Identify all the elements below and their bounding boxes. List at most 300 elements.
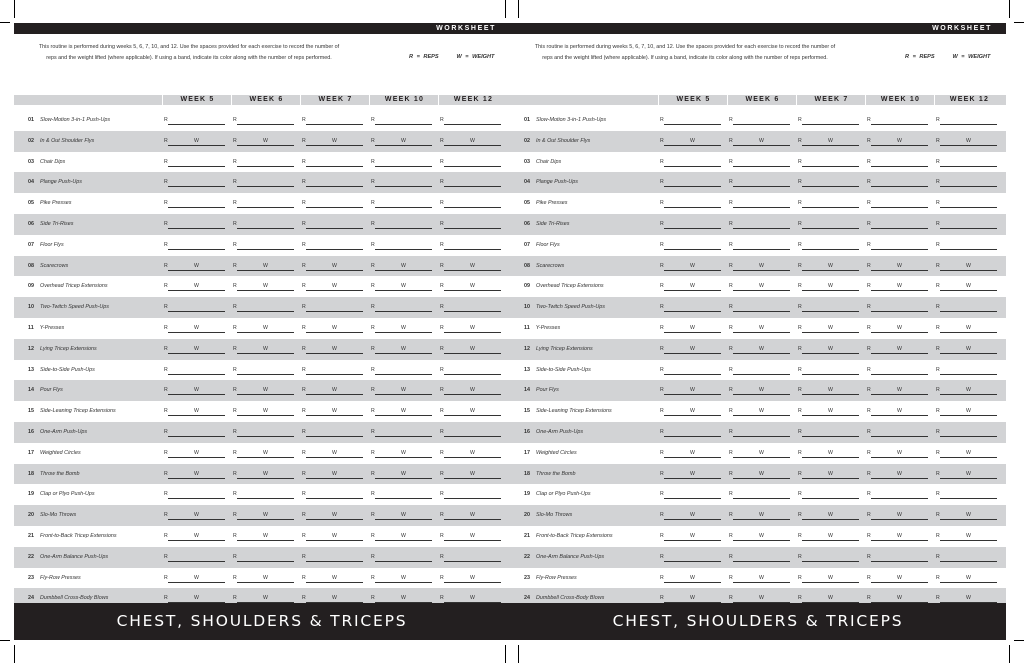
log-cell[interactable]: [867, 221, 928, 229]
write-line: [871, 415, 928, 416]
reps-label: R: [729, 200, 733, 207]
log-cell[interactable]: [371, 242, 432, 250]
log-cell[interactable]: [660, 408, 721, 416]
write-line: [306, 290, 363, 291]
log-cell[interactable]: [729, 179, 790, 187]
log-cell[interactable]: [302, 304, 363, 312]
log-cell[interactable]: [440, 554, 501, 562]
log-cell[interactable]: [660, 346, 721, 354]
log-cell[interactable]: [798, 554, 859, 562]
log-cell[interactable]: [371, 283, 432, 291]
log-cell[interactable]: [302, 450, 363, 458]
log-cell[interactable]: [302, 408, 363, 416]
log-cell[interactable]: [164, 200, 225, 208]
weight-label: W: [828, 283, 833, 290]
log-cell[interactable]: [302, 159, 363, 167]
log-cell[interactable]: [936, 283, 997, 291]
log-cell[interactable]: [371, 491, 432, 499]
log-cell[interactable]: [660, 283, 721, 291]
write-line: [940, 561, 997, 562]
log-cell[interactable]: [302, 346, 363, 354]
log-cell[interactable]: [302, 429, 363, 437]
write-line: [375, 249, 432, 250]
log-cell[interactable]: [302, 491, 363, 499]
log-cell[interactable]: [371, 159, 432, 167]
reps-label: R: [729, 158, 733, 165]
log-cell[interactable]: [798, 179, 859, 187]
log-cell[interactable]: [936, 554, 997, 562]
reps-label: R: [164, 262, 168, 269]
exercise-number: 12: [524, 345, 530, 352]
write-line: [444, 519, 501, 520]
log-cell[interactable]: [302, 138, 363, 146]
log-cell[interactable]: [302, 200, 363, 208]
log-cell[interactable]: [867, 429, 928, 437]
log-cell[interactable]: [936, 138, 997, 146]
log-cell[interactable]: [867, 179, 928, 187]
log-cell[interactable]: [371, 263, 432, 271]
log-cell[interactable]: [798, 159, 859, 167]
log-cell[interactable]: [233, 138, 294, 146]
log-cell[interactable]: [302, 387, 363, 395]
reps-label: R: [233, 429, 237, 435]
log-cell[interactable]: [660, 491, 721, 499]
log-cell[interactable]: [798, 242, 859, 250]
log-cell[interactable]: [440, 533, 501, 541]
log-cell[interactable]: [440, 575, 501, 583]
log-cell[interactable]: [867, 533, 928, 541]
log-cell[interactable]: [729, 491, 790, 499]
log-cell[interactable]: [867, 200, 928, 208]
log-cell[interactable]: [371, 200, 432, 208]
log-cell[interactable]: [164, 429, 225, 437]
weight-label: W: [897, 137, 902, 144]
weight-label: W: [690, 449, 695, 456]
log-cell[interactable]: [164, 450, 225, 458]
log-cell[interactable]: [660, 512, 721, 520]
log-cell[interactable]: [798, 512, 859, 520]
log-cell[interactable]: [729, 346, 790, 354]
log-cell[interactable]: [164, 325, 225, 333]
log-cell[interactable]: [660, 304, 721, 312]
exercise-name: Y-Presses: [535, 325, 561, 331]
log-cell[interactable]: [233, 367, 294, 375]
exercise-name: Weighted Circles: [40, 449, 81, 456]
log-cell[interactable]: [371, 367, 432, 375]
log-cell[interactable]: [729, 283, 790, 291]
log-cell[interactable]: [440, 138, 501, 146]
log-cell[interactable]: [798, 221, 859, 229]
log-cell[interactable]: [867, 346, 928, 354]
log-cell[interactable]: [798, 200, 859, 208]
log-cell[interactable]: [233, 512, 294, 520]
log-cell[interactable]: [164, 221, 225, 229]
log-cell[interactable]: [302, 242, 363, 250]
log-cell[interactable]: [440, 304, 501, 312]
log-cell[interactable]: [371, 554, 432, 562]
log-cell[interactable]: [164, 159, 225, 167]
log-cell[interactable]: [660, 554, 721, 562]
log-cell[interactable]: [302, 554, 363, 562]
log-cell[interactable]: [371, 471, 432, 479]
log-cell[interactable]: [936, 117, 997, 125]
exercise-name: Y-Presses: [39, 325, 65, 331]
log-cell[interactable]: [936, 450, 997, 458]
reps-label: R: [302, 512, 306, 519]
reps-label: R: [867, 408, 871, 415]
log-cell[interactable]: [440, 491, 501, 499]
reps-label: R: [164, 179, 168, 186]
log-cell[interactable]: [798, 367, 859, 375]
legend-reps: R = REPS: [905, 54, 935, 60]
log-cell[interactable]: [729, 263, 790, 271]
log-cell[interactable]: [371, 429, 432, 437]
log-cell[interactable]: [164, 263, 225, 271]
log-cell[interactable]: [302, 575, 363, 583]
log-cell[interactable]: [729, 221, 790, 229]
exercise-row: [14, 464, 510, 485]
log-cell[interactable]: [302, 512, 363, 520]
log-cell[interactable]: [302, 325, 363, 333]
log-cell[interactable]: [164, 575, 225, 583]
log-cell[interactable]: [164, 138, 225, 146]
log-cell[interactable]: [440, 450, 501, 458]
write-line: [871, 311, 928, 312]
write-line: [444, 186, 501, 187]
log-cell[interactable]: [936, 533, 997, 541]
log-cell[interactable]: [440, 408, 501, 416]
write-line: [664, 540, 721, 541]
log-cell[interactable]: [233, 263, 294, 271]
log-cell[interactable]: [233, 491, 294, 499]
log-cell[interactable]: [867, 263, 928, 271]
log-cell[interactable]: [729, 117, 790, 125]
log-cell[interactable]: [164, 512, 225, 520]
log-cell[interactable]: [729, 304, 790, 312]
log-cell[interactable]: [867, 387, 928, 395]
exercise-number: 18: [524, 470, 530, 477]
log-cell[interactable]: [936, 242, 997, 250]
log-cell[interactable]: [233, 159, 294, 167]
log-cell[interactable]: [660, 367, 721, 375]
log-cell[interactable]: [867, 575, 928, 583]
write-line: [306, 478, 363, 479]
log-cell[interactable]: [867, 242, 928, 250]
write-line: [733, 394, 790, 395]
worksheet-label: WORKSHEET: [436, 25, 496, 32]
reps-label: R: [164, 574, 168, 581]
log-cell[interactable]: [440, 429, 501, 437]
write-line: [871, 457, 928, 458]
log-cell[interactable]: [867, 471, 928, 479]
exercise-name: Pike Presses: [536, 200, 568, 207]
log-cell[interactable]: [798, 429, 859, 437]
log-cell[interactable]: [660, 159, 721, 167]
log-cell[interactable]: [371, 533, 432, 541]
log-cell[interactable]: [302, 221, 363, 229]
log-cell[interactable]: [164, 533, 225, 541]
log-cell[interactable]: [164, 554, 225, 562]
log-cell[interactable]: [798, 117, 859, 125]
write-line: [237, 145, 294, 146]
log-cell[interactable]: [302, 283, 363, 291]
log-cell[interactable]: [233, 554, 294, 562]
log-cell[interactable]: [660, 179, 721, 187]
log-cell[interactable]: [660, 575, 721, 583]
log-cell[interactable]: [233, 200, 294, 208]
log-cell[interactable]: [729, 408, 790, 416]
write-line: [871, 207, 928, 208]
log-cell[interactable]: [936, 221, 997, 229]
write-line: [871, 540, 928, 541]
log-cell[interactable]: [660, 450, 721, 458]
log-cell[interactable]: [440, 159, 501, 167]
log-cell[interactable]: [729, 512, 790, 520]
log-cell[interactable]: [936, 512, 997, 520]
log-cell[interactable]: [798, 325, 859, 333]
log-cell[interactable]: [371, 117, 432, 125]
log-cell[interactable]: [440, 263, 501, 271]
log-cell[interactable]: [798, 533, 859, 541]
log-cell[interactable]: [233, 533, 294, 541]
log-cell[interactable]: [660, 387, 721, 395]
weight-label: W: [690, 533, 695, 539]
reps-label: R: [867, 595, 871, 602]
log-cell[interactable]: [729, 450, 790, 458]
log-cell[interactable]: [440, 221, 501, 229]
log-cell[interactable]: [371, 512, 432, 520]
log-cell[interactable]: [660, 200, 721, 208]
log-cell[interactable]: [233, 346, 294, 354]
log-cell[interactable]: [729, 242, 790, 250]
log-cell[interactable]: [798, 491, 859, 499]
log-cell[interactable]: [798, 450, 859, 458]
log-cell[interactable]: [798, 408, 859, 416]
log-cell[interactable]: [302, 263, 363, 271]
log-cell[interactable]: [164, 304, 225, 312]
write-line: [375, 311, 432, 312]
reps-label: R: [798, 449, 802, 456]
log-cell[interactable]: [729, 367, 790, 375]
log-cell[interactable]: [371, 304, 432, 312]
log-cell[interactable]: [440, 200, 501, 208]
log-cell[interactable]: [371, 179, 432, 187]
log-cell[interactable]: [164, 346, 225, 354]
log-cell[interactable]: [729, 159, 790, 167]
log-cell[interactable]: [440, 471, 501, 479]
log-cell[interactable]: [867, 117, 928, 125]
log-cell[interactable]: [729, 429, 790, 437]
log-cell[interactable]: [371, 221, 432, 229]
log-cell[interactable]: [936, 575, 997, 583]
log-cell[interactable]: [302, 179, 363, 187]
reps-label: R: [233, 387, 237, 394]
log-cell[interactable]: [371, 325, 432, 333]
write-line: [375, 582, 432, 583]
log-cell[interactable]: [440, 346, 501, 354]
log-cell[interactable]: [729, 575, 790, 583]
log-cell[interactable]: [371, 346, 432, 354]
log-cell[interactable]: [302, 117, 363, 125]
log-cell[interactable]: [233, 179, 294, 187]
log-cell[interactable]: [164, 491, 225, 499]
log-cell[interactable]: [164, 387, 225, 395]
log-cell[interactable]: [164, 283, 225, 291]
log-cell[interactable]: [936, 471, 997, 479]
log-cell[interactable]: [371, 450, 432, 458]
exercise-number: 14: [28, 387, 34, 394]
log-cell[interactable]: [164, 408, 225, 416]
reps-label: R: [798, 117, 802, 123]
log-cell[interactable]: [302, 533, 363, 541]
log-cell[interactable]: [233, 221, 294, 229]
log-cell[interactable]: [233, 304, 294, 312]
log-cell[interactable]: [867, 554, 928, 562]
log-cell[interactable]: [729, 200, 790, 208]
log-cell[interactable]: [867, 138, 928, 146]
log-cell[interactable]: [798, 283, 859, 291]
log-cell[interactable]: [233, 429, 294, 437]
log-cell[interactable]: [660, 242, 721, 250]
log-cell[interactable]: [440, 117, 501, 125]
log-cell[interactable]: [867, 450, 928, 458]
write-line: [168, 415, 225, 416]
log-cell[interactable]: [936, 159, 997, 167]
log-cell[interactable]: [729, 325, 790, 333]
log-cell[interactable]: [867, 408, 928, 416]
log-cell[interactable]: [798, 346, 859, 354]
log-cell[interactable]: [371, 387, 432, 395]
log-cell[interactable]: [867, 159, 928, 167]
log-cell[interactable]: [660, 429, 721, 437]
log-cell[interactable]: [164, 471, 225, 479]
log-cell[interactable]: [936, 263, 997, 271]
log-cell[interactable]: [660, 533, 721, 541]
reps-label: R: [302, 553, 306, 560]
log-cell[interactable]: [660, 117, 721, 125]
weight-label: W: [332, 325, 337, 331]
log-cell[interactable]: [233, 408, 294, 416]
log-cell[interactable]: [440, 367, 501, 375]
log-cell[interactable]: [302, 367, 363, 375]
exercise-name: Chair Dips: [536, 158, 562, 165]
log-cell[interactable]: [867, 304, 928, 312]
write-line: [237, 415, 294, 416]
log-cell[interactable]: [440, 387, 501, 395]
log-cell[interactable]: [233, 575, 294, 583]
log-cell[interactable]: [936, 304, 997, 312]
reps-label: R: [867, 449, 871, 456]
log-cell[interactable]: [233, 450, 294, 458]
write-line: [306, 519, 363, 520]
log-cell[interactable]: [729, 533, 790, 541]
log-cell[interactable]: [371, 408, 432, 416]
log-cell[interactable]: [233, 283, 294, 291]
log-cell[interactable]: [867, 512, 928, 520]
log-cell[interactable]: [660, 325, 721, 333]
write-line: [664, 228, 721, 229]
log-cell[interactable]: [164, 242, 225, 250]
log-cell[interactable]: [867, 283, 928, 291]
log-cell[interactable]: [660, 263, 721, 271]
log-cell[interactable]: [233, 242, 294, 250]
log-cell[interactable]: [867, 491, 928, 499]
log-cell[interactable]: [936, 491, 997, 499]
page-title: CHEST, SHOULDERS & TRICEPS: [116, 612, 408, 630]
reps-label: R: [440, 491, 444, 498]
write-line: [940, 582, 997, 583]
log-cell[interactable]: [729, 471, 790, 479]
log-cell[interactable]: [164, 367, 225, 375]
log-cell[interactable]: [440, 179, 501, 187]
legend-reps: R = REPS: [409, 54, 439, 60]
log-cell[interactable]: [936, 367, 997, 375]
log-cell[interactable]: [660, 138, 721, 146]
log-cell[interactable]: [936, 408, 997, 416]
log-cell[interactable]: [164, 117, 225, 125]
weight-label: W: [194, 512, 199, 519]
log-cell[interactable]: [164, 179, 225, 187]
log-cell[interactable]: [798, 575, 859, 583]
log-cell[interactable]: [660, 471, 721, 479]
weight-label: W: [690, 387, 695, 394]
weight-label: W: [828, 574, 833, 581]
log-cell[interactable]: [729, 554, 790, 562]
table-header: [510, 95, 1006, 105]
weight-label: W: [966, 387, 971, 394]
log-cell[interactable]: [233, 325, 294, 333]
log-cell[interactable]: [233, 387, 294, 395]
log-cell[interactable]: [798, 387, 859, 395]
log-cell[interactable]: [371, 138, 432, 146]
weight-label: W: [470, 387, 475, 394]
log-cell[interactable]: [798, 263, 859, 271]
weight-label: W: [690, 345, 695, 352]
log-cell[interactable]: [798, 138, 859, 146]
exercise-label: [524, 512, 572, 518]
log-cell[interactable]: [936, 179, 997, 187]
log-cell[interactable]: [936, 200, 997, 208]
log-cell[interactable]: [440, 283, 501, 291]
write-line: [733, 436, 790, 437]
reps-label: R: [371, 470, 375, 477]
log-cell[interactable]: [936, 325, 997, 333]
log-cell[interactable]: [936, 387, 997, 395]
log-cell[interactable]: [233, 117, 294, 125]
log-cell[interactable]: [440, 242, 501, 250]
log-cell[interactable]: [798, 471, 859, 479]
log-cell[interactable]: [440, 325, 501, 333]
log-cell[interactable]: [660, 221, 721, 229]
reps-label: R: [729, 345, 733, 352]
log-cell[interactable]: [936, 429, 997, 437]
log-cell[interactable]: [867, 325, 928, 333]
write-line: [237, 394, 294, 395]
log-cell[interactable]: [233, 471, 294, 479]
week-header: WEEK 10: [369, 95, 439, 105]
log-cell[interactable]: [936, 346, 997, 354]
log-cell[interactable]: [729, 387, 790, 395]
weight-label: W: [332, 574, 337, 581]
log-cell[interactable]: [371, 575, 432, 583]
log-cell[interactable]: [440, 512, 501, 520]
log-cell[interactable]: [302, 471, 363, 479]
log-cell[interactable]: [867, 367, 928, 375]
log-cell[interactable]: [729, 138, 790, 146]
reps-label: R: [936, 595, 940, 602]
exercise-row: [510, 464, 1006, 485]
log-cell[interactable]: [798, 304, 859, 312]
